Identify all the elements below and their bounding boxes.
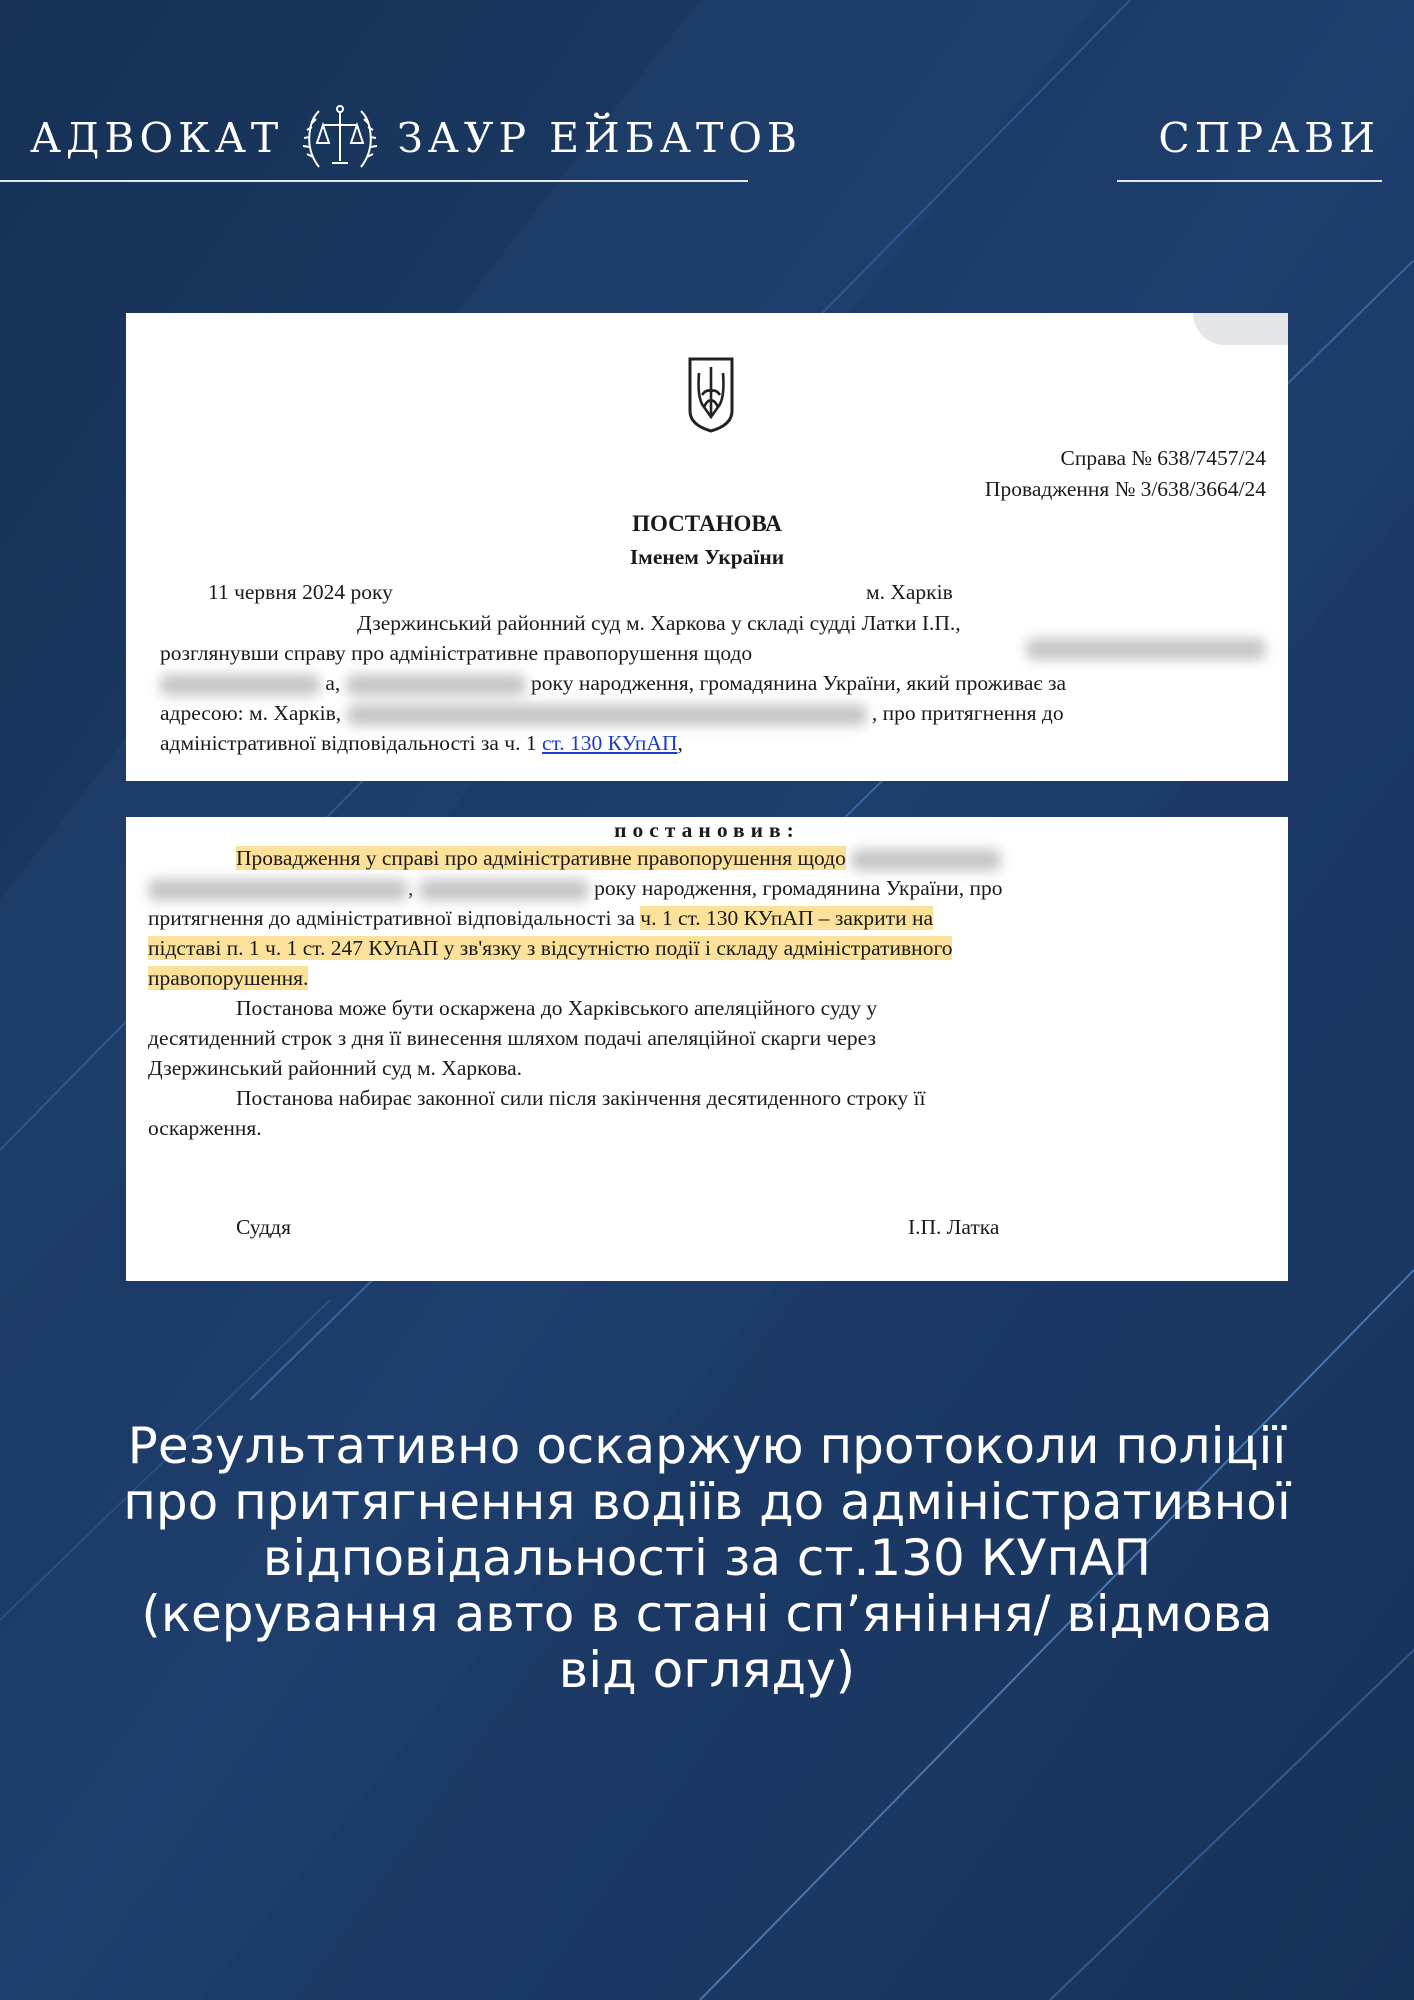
paragraph-line: десятиденний строк з дня її винесення шляхом подачі апеляційної скарги через: [148, 1026, 876, 1050]
header-divider-left: [0, 180, 748, 182]
paragraph-line: а, року народження, громадянина України, який проживає за: [160, 668, 1266, 698]
redacted-name: [160, 674, 320, 696]
header-divider-right: [1117, 180, 1382, 182]
redacted-name: [1026, 638, 1266, 660]
caption-line: від огляду): [558, 1641, 856, 1699]
scales-of-justice-laurel-icon: [299, 97, 381, 179]
paragraph-line: Дзержинський районний суд м. Харкова.: [148, 1056, 523, 1080]
paragraph-line: Постанова набирає законної сили після закінчення десятиденного строку її: [236, 1086, 926, 1110]
caption-text: [0, 1418, 1414, 1698]
caption-line: про притягнення водіїв до адміністративної: [123, 1473, 1291, 1531]
paragraph-line: , року народження, громадянина України, про: [148, 873, 1264, 903]
ukraine-trident-icon: [686, 355, 736, 433]
header: [0, 0, 1414, 190]
caption-line: Результативно оскаржую протоколи поліції: [127, 1417, 1287, 1475]
document-city: м. Харків: [866, 580, 953, 604]
paragraph-line: притягнення до адміністративної відповідальності за ч. 1 ст. 130 КУпАП – закрити на: [148, 906, 933, 930]
document-subtitle: Іменем України: [629, 545, 785, 569]
paragraph-line: Постанова може бути оскаржена до Харківського апеляційного суду у: [236, 996, 878, 1020]
document-paragraph: [160, 608, 1266, 758]
redacted-birthdate: [419, 879, 589, 901]
nav-section-cases[interactable]: СПРАВИ: [1158, 114, 1380, 162]
article-130-link[interactable]: ст. 130 КУпАП: [541, 731, 678, 755]
paragraph-line: підставі п. 1 ч. 1 ст. 247 КУпАП у зв'язку з відсутністю події і складу адміністративного: [148, 936, 953, 960]
resolution-body: [148, 843, 1264, 1143]
proceeding-number: Провадження № 3/638/3664/24: [984, 477, 1266, 501]
paragraph-line: адміністративної відповідальності за ч. 1 ст. 130 КУпАП,: [160, 731, 683, 755]
judge-label: Суддя: [236, 1215, 291, 1239]
paragraph-line: Провадження у справі про адміністративне правопорушення щодо: [148, 843, 1264, 873]
resolution-heading: постановив:: [614, 818, 800, 842]
paragraph-line: адресою: м. Харків, , про притягнення до: [160, 701, 1064, 725]
judge-name: І.П. Латка: [908, 1215, 1000, 1239]
redacted-address: [347, 704, 867, 726]
caption-line: відповідальності за ст.130 КУпАП: [262, 1529, 1152, 1587]
paragraph-line: оскарження.: [148, 1116, 262, 1140]
court-document-resolution: [126, 817, 1288, 1281]
document-date: 11 червня 2024 року: [208, 580, 393, 604]
caption-line: (керування авто в стані сп’яніння/ відмова: [141, 1585, 1273, 1643]
case-number: Справа № 638/7457/24: [1060, 446, 1266, 470]
redacted-name: [851, 849, 1001, 871]
brand[interactable]: [30, 108, 802, 168]
court-document-header: [126, 313, 1288, 781]
paragraph-line: Дзержинський районний суд м. Харкова у складі судді Латки І.П.,: [357, 611, 961, 635]
redacted-name: [148, 879, 408, 901]
paragraph-line: правопорушення.: [148, 966, 309, 990]
brand-word-1: АДВОКАТ: [30, 114, 284, 162]
corner-decoration: [1193, 313, 1288, 345]
brand-word-2: ЗАУР ЕЙБАТОВ: [397, 114, 803, 162]
paragraph-line: розглянувши справу про адміністративне правопорушення щодо: [160, 638, 1266, 668]
redacted-birthdate: [346, 674, 526, 696]
document-title: ПОСТАНОВА: [632, 511, 782, 536]
